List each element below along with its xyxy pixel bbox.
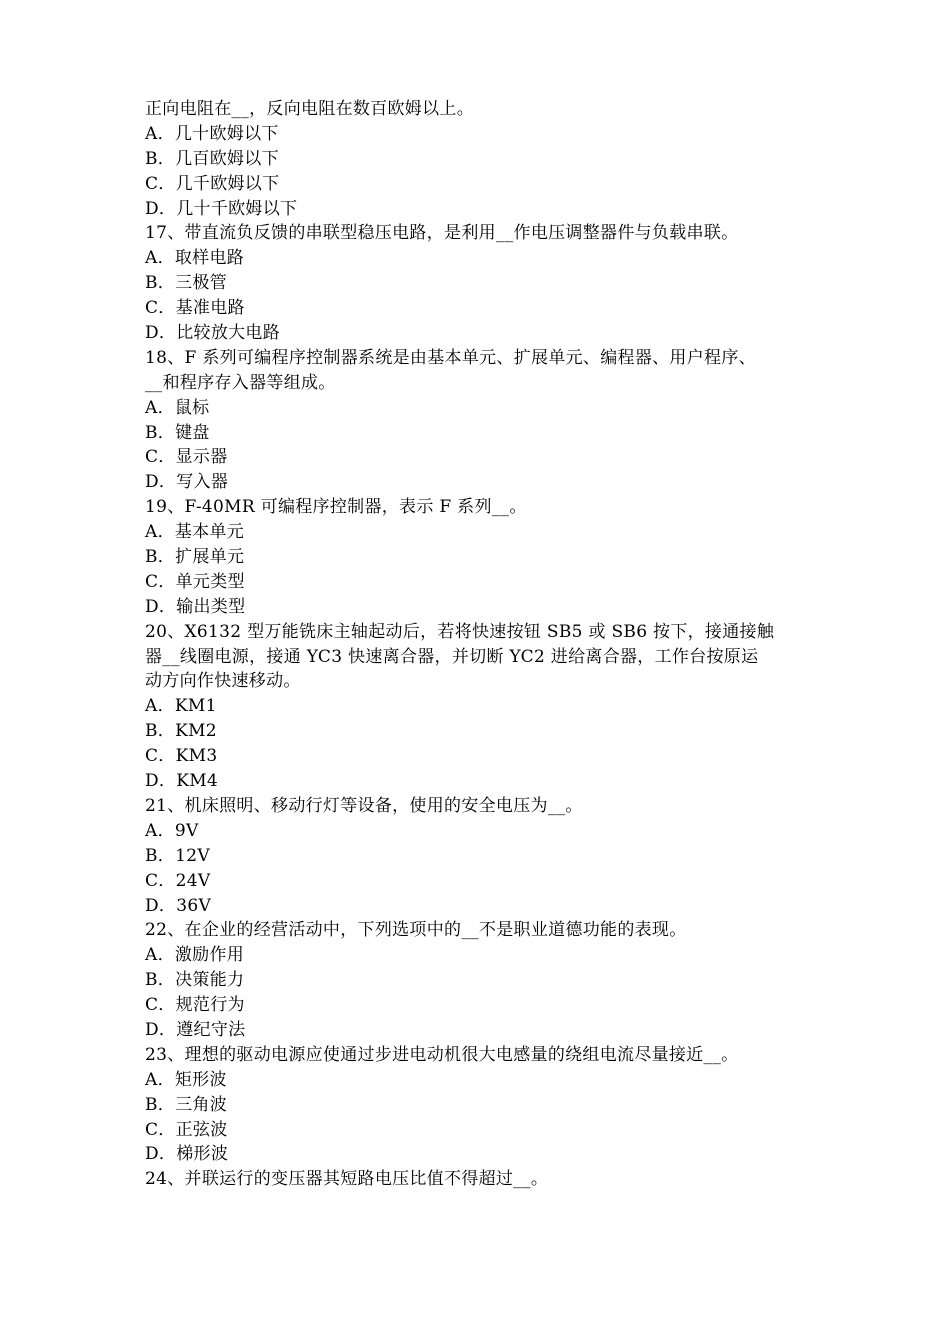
option-c: C．基准电路 bbox=[145, 298, 245, 319]
option-a: A．鼠标 bbox=[145, 397, 210, 418]
option-d: D．写入器 bbox=[145, 472, 229, 493]
question-20: 20、X6132 型万能铣床主轴起动后，若将快速按钮 SB5 或 SB6 按下，接通接触 bbox=[145, 621, 775, 642]
option-a: A．矩形波 bbox=[145, 1069, 227, 1090]
question-24: 24、并联运行的变压器其短路电压比值不得超过__。 bbox=[145, 1169, 549, 1190]
option-a: A．几十欧姆以下 bbox=[145, 123, 279, 144]
question-20-cont: 器__线圈电源，接通 YC3 快速离合器，并切断 YC2 进给离合器，工作台按原运 bbox=[145, 646, 759, 667]
option-b: B．三极管 bbox=[145, 273, 227, 294]
option-d: D．比较放大电路 bbox=[145, 323, 281, 344]
option-b: B．扩展单元 bbox=[145, 547, 245, 568]
option-a: A．9V bbox=[145, 820, 199, 841]
question-22: 22、在企业的经营活动中，下列选项中的__不是职业道德功能的表现。 bbox=[145, 920, 687, 941]
option-b: B．几百欧姆以下 bbox=[145, 148, 279, 169]
option-b: B．12V bbox=[145, 845, 210, 866]
option-c: C．正弦波 bbox=[145, 1119, 228, 1140]
option-a: A．取样电路 bbox=[145, 248, 245, 269]
option-d: D．输出类型 bbox=[145, 596, 246, 617]
option-c: C．KM3 bbox=[145, 746, 218, 767]
option-a: A．基本单元 bbox=[145, 522, 245, 543]
option-c: C．24V bbox=[145, 870, 211, 891]
option-c: C．显示器 bbox=[145, 447, 228, 468]
option-b: B．键盘 bbox=[145, 422, 210, 443]
option-b: B．KM2 bbox=[145, 721, 217, 742]
document-page bbox=[145, 97, 825, 1192]
question-18-cont: __和程序存入器等组成。 bbox=[145, 372, 336, 393]
question-18: 18、F 系列可编程序控制器系统是由基本单元、扩展单元、编程器、用户程序、 bbox=[145, 347, 756, 368]
question-21: 21、机床照明、移动行灯等设备，使用的安全电压为__。 bbox=[145, 795, 583, 816]
option-a: A．KM1 bbox=[145, 696, 217, 717]
option-d: D．梯形波 bbox=[145, 1144, 229, 1165]
option-d: D．KM4 bbox=[145, 771, 219, 792]
question-20-cont: 动方向作快速移动。 bbox=[145, 671, 301, 692]
option-d: D．36V bbox=[145, 895, 212, 916]
question-19: 19、F-40MR 可编程序控制器，表示 F 系列__。 bbox=[145, 497, 527, 518]
question-17: 17、带直流负反馈的串联型稳压电路，是利用__作电压调整器件与负载串联。 bbox=[145, 223, 739, 244]
option-b: B．三角波 bbox=[145, 1094, 227, 1115]
question-text: 正向电阻在__，反向电阻在数百欧姆以上。 bbox=[145, 99, 474, 119]
option-d: D．几十千欧姆以下 bbox=[145, 198, 298, 219]
option-d: D．遵纪守法 bbox=[145, 1019, 246, 1040]
option-c: C．单元类型 bbox=[145, 571, 245, 592]
option-c: C．规范行为 bbox=[145, 995, 245, 1016]
question-23: 23、理想的驱动电源应使通过步进电动机很大电感量的绕组电流尽量接近__。 bbox=[145, 1044, 739, 1065]
option-a: A．激励作用 bbox=[145, 945, 245, 966]
option-c: C．几千欧姆以下 bbox=[145, 173, 280, 194]
option-b: B．决策能力 bbox=[145, 970, 245, 991]
